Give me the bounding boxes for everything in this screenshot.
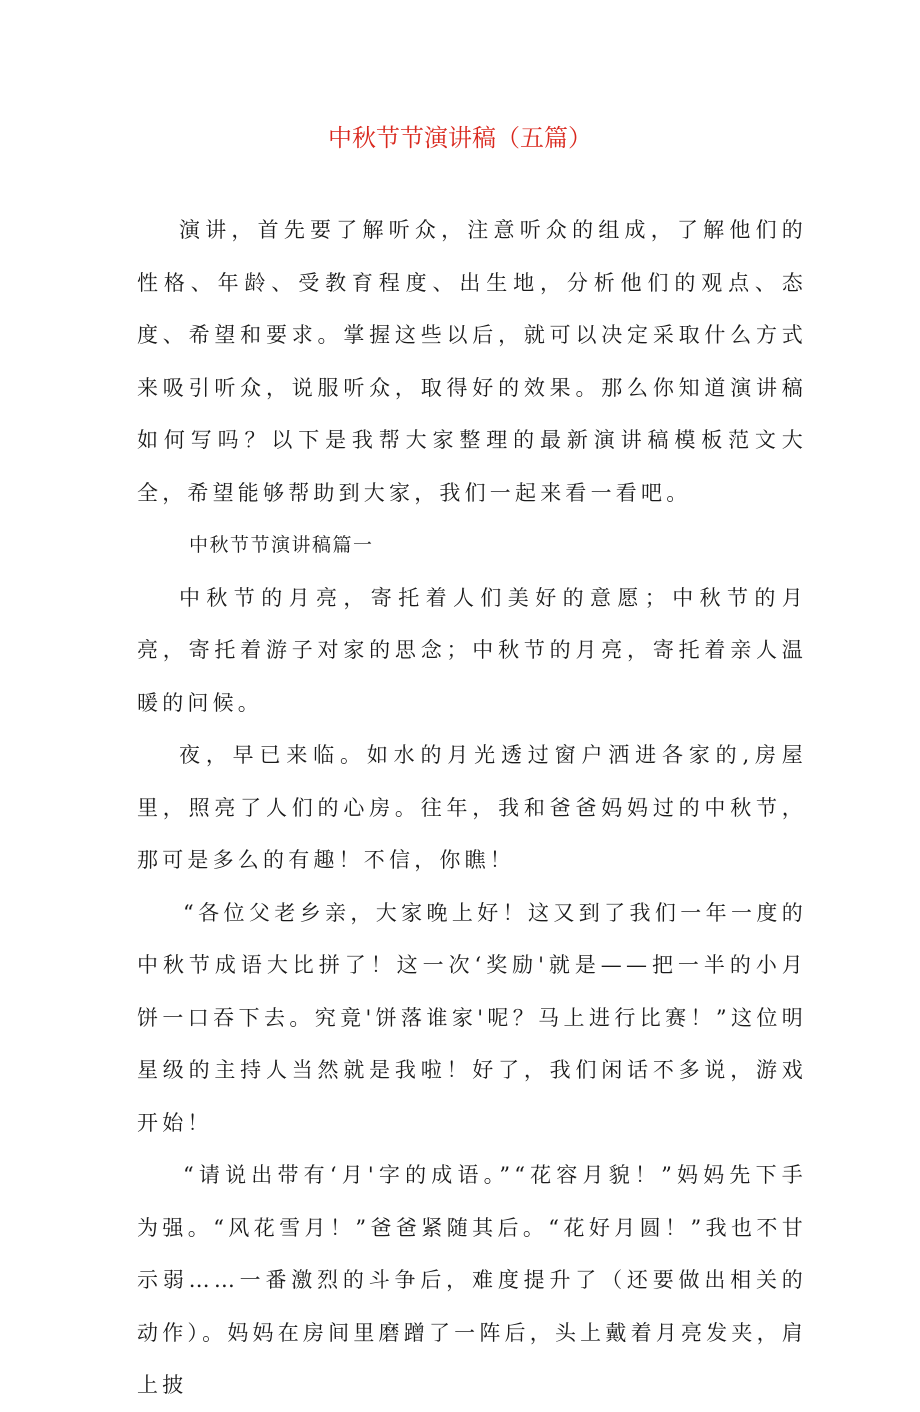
document-body bbox=[137, 204, 807, 1412]
body-paragraph: 中秋节的月亮，寄托着人们美好的意愿；中秋节的月亮，寄托着游子对家的思念；中秋节的月亮，寄托着亲人温暖的问候。 bbox=[137, 585, 807, 715]
body-paragraph: “各位父老乡亲，大家晚上好！这又到了我们一年一度的中秋节成语大比拼了！这一次‘奖励'就是——把一半的小月饼一口吞下去。究竟'饼落谁家'呢？马上进行比赛！”这位明星级的主持人当然就是我啦！好了，我们闲话不多说，游戏开始！ bbox=[137, 900, 807, 1135]
document-title: 中秋节节演讲稿（五篇） bbox=[328, 124, 592, 152]
body-paragraph: 夜，早已来临。如水的月光透过窗户洒进各家的,房屋里，照亮了人们的心房。往年，我和爸爸妈妈过的中秋节，那可是多么的有趣！不信，你瞧！ bbox=[137, 743, 807, 872]
intro-paragraph: 演讲，首先要了解听众，注意听众的组成，了解他们的性格、年龄、受教育程度、出生地，分析他们的观点、态度、希望和要求。掌握这些以后，就可以决定采取什么方式来吸引听众，说服听众，取得好的效果。那么你知道演讲稿如何写吗？以下是我帮大家整理的最新演讲稿模板范文大全，希望能够帮助到大家，我们一起来看一看吧。 bbox=[137, 218, 807, 505]
section-heading: 中秋节节演讲稿篇一 bbox=[189, 534, 374, 556]
body-paragraph: “请说出带有‘月'字的成语。”“花容月貌！”妈妈先下手为强。“风花雪月！”爸爸紧随其后。“花好月圆！”我也不甘示弱……一番激烈的斗争后，难度提升了（还要做出相关的动作）。妈妈在房间里磨蹭了一阵后，头上戴着月亮发夹，肩上披 bbox=[137, 1163, 807, 1397]
